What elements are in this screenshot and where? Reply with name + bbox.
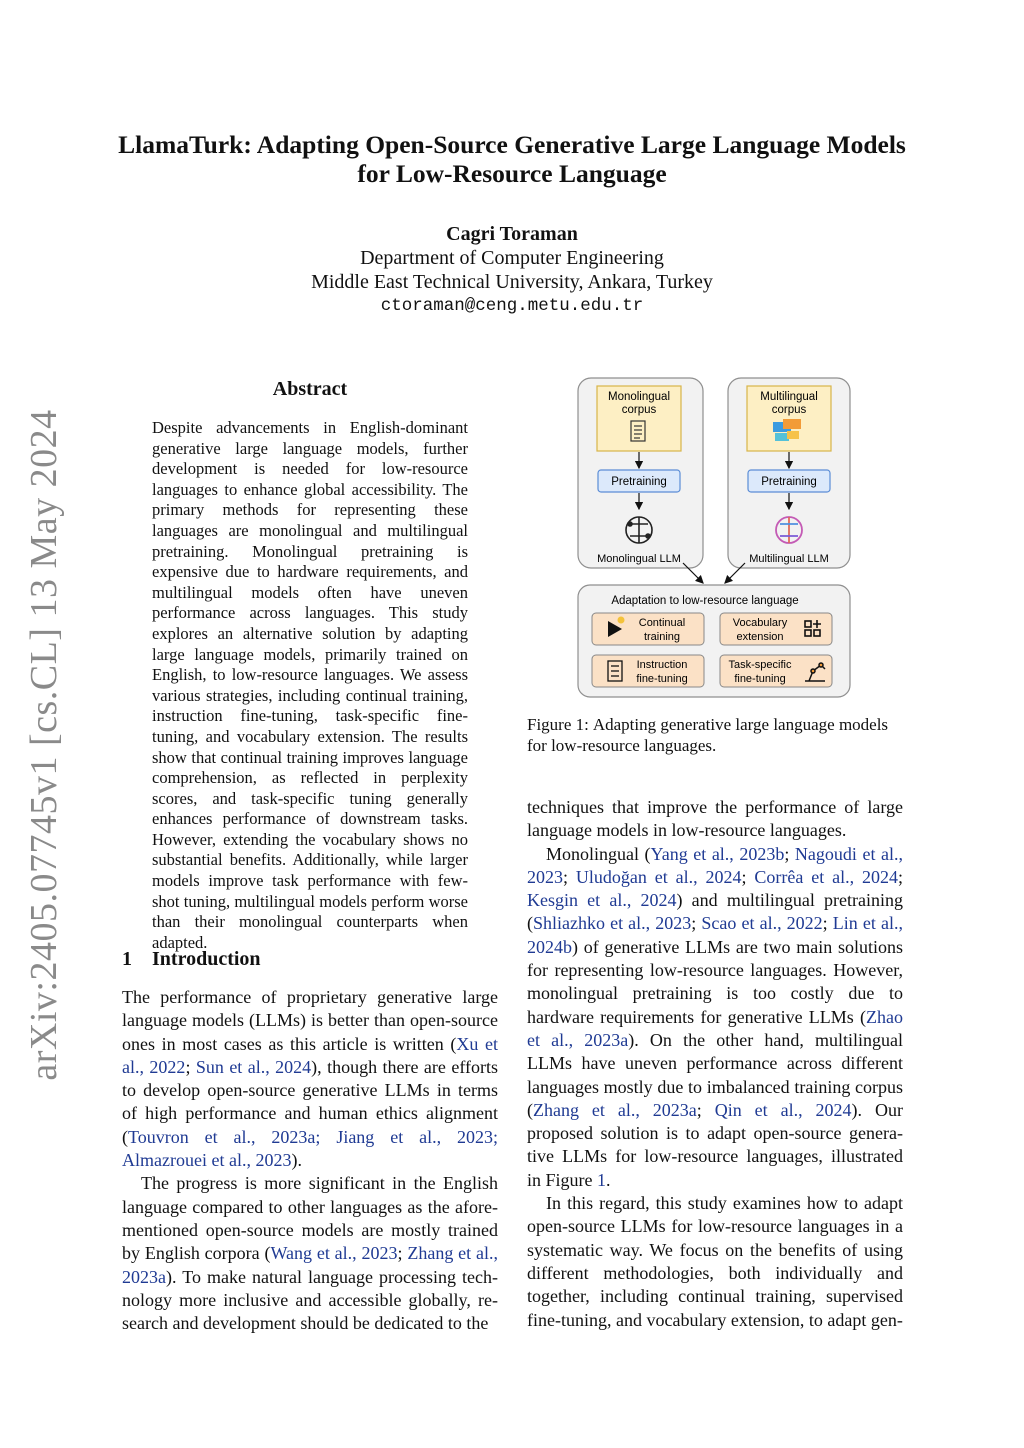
monolingual-llm-label: Monolingual LLM bbox=[597, 553, 681, 565]
paragraph-text: ) and multilingual pretraining ( bbox=[527, 890, 903, 934]
citation-link[interactable]: Uludoğan et al., 2024 bbox=[575, 866, 742, 887]
citation-separator: ; bbox=[315, 1126, 337, 1147]
paragraph-text: The progress is more significant in the English language compared to other languages as the aforementioned open-source models are mostly trained by English corpora ( bbox=[122, 1173, 498, 1264]
paragraph-text: ). On the other hand, multilingual LLMs have uneven performance across different languages mostly due to imbalanced training corpus ( bbox=[527, 1029, 903, 1120]
author-email: ctoraman@ceng.metu.edu.tr bbox=[380, 296, 644, 316]
arxiv-identifier: arXiv:2405.07745v1 [cs.CL] 13 May 2024 bbox=[23, 409, 65, 1081]
citation-link[interactable]: Zhao et al., 2023a bbox=[527, 1006, 903, 1050]
instruction-label-line1: Instruction bbox=[636, 659, 688, 671]
author-name: Cagri Toraman bbox=[446, 223, 578, 245]
citation-link[interactable]: Yang et al., 2023b bbox=[650, 843, 785, 864]
continual-label-line2: training bbox=[643, 631, 681, 643]
section-heading-introduction bbox=[122, 948, 261, 971]
task-label-line2: fine-tuning bbox=[734, 673, 786, 685]
paragraph-text: ; bbox=[397, 1243, 408, 1264]
figure-label: Figure 1: bbox=[527, 715, 589, 734]
citation-link[interactable]: Scao et al., 2022 bbox=[701, 913, 823, 934]
paragraph-text: ) of generative LLMs are two main solutions for representing low-resource languages. However, monolingual pretraining is too costly due to hardware requirements for generative LLMs ( bbox=[527, 936, 903, 1027]
paragraph-text: ). bbox=[291, 1150, 302, 1171]
paper-title bbox=[0, 130, 1024, 188]
pretraining-label: Pretraining bbox=[611, 476, 667, 488]
instruction-label-line2: fine-tuning bbox=[636, 673, 688, 685]
citation-link[interactable]: Almazrouei et al., 2023 bbox=[122, 1150, 292, 1171]
title-line-1: LlamaTurk: Adapting Open-Source Generative Large Language Models bbox=[118, 130, 906, 159]
abstract-heading: Abstract bbox=[272, 378, 348, 400]
citation-link[interactable]: Touvron et al., 2023a bbox=[128, 1126, 316, 1147]
adaptation-title: Adaptation to low-resource language bbox=[611, 595, 799, 607]
figure-1-diagram bbox=[575, 375, 855, 701]
author-university: Middle East Technical University, Ankara, Turkey bbox=[311, 271, 713, 293]
citation-link[interactable]: Zhang et al., 2023a bbox=[533, 1099, 697, 1120]
author-department: Department of Computer Engineering bbox=[360, 247, 664, 269]
citation-link[interactable]: Zhang et al., 2023a bbox=[122, 1243, 498, 1287]
multilingual-corpus-label-line1: Multilingual bbox=[760, 391, 818, 403]
citation-link[interactable]: Sun et al., 2024 bbox=[195, 1056, 312, 1077]
paragraph-text: . bbox=[606, 1169, 611, 1190]
intro-paragraph-5: In this regard, this study examines how to adapt open-source LLMs for low-resource languages in a systematic way. We focus on the benefits of using different methodologies, both individually and together, including continual training, supervised fine-tuning, and vocabulary extension, to adapt gen- bbox=[527, 1193, 903, 1330]
paragraph-text: ; bbox=[897, 866, 903, 887]
intro-paragraph-2 bbox=[122, 1172, 498, 1335]
paragraph-text: ; bbox=[822, 913, 833, 934]
citation-link[interactable]: Lin et al., 2024b bbox=[527, 913, 903, 957]
left-column-body bbox=[122, 986, 498, 1335]
paragraph-text: ; bbox=[696, 1099, 715, 1120]
intro-paragraph-4 bbox=[527, 843, 903, 1192]
title-line-2: for Low-Resource Language bbox=[357, 159, 667, 188]
figure-caption-text: Adapting generative large language models for low-resource languages. bbox=[527, 715, 889, 755]
paragraph-text: ), though there are efforts to develop open-source generative LLMs in terms of high performance and human ethics alignment ( bbox=[122, 1056, 498, 1147]
citation-link[interactable]: Xu et al., 2022 bbox=[122, 1033, 498, 1077]
monolingual-corpus-label-line1: Monolingual bbox=[607, 391, 671, 403]
figure-1-caption bbox=[527, 714, 903, 756]
citation-link[interactable]: Jiang et al., 2023 bbox=[336, 1126, 493, 1147]
pretraining-label: Pretraining bbox=[761, 476, 817, 488]
continual-label-line1: Continual bbox=[638, 617, 686, 629]
paragraph-text: ; bbox=[563, 866, 576, 887]
paragraph-text: ; bbox=[691, 913, 702, 934]
citation-link[interactable]: Qin et al., 2024 bbox=[714, 1099, 852, 1120]
task-label-line1: Task-specific bbox=[728, 659, 792, 671]
citation-link[interactable]: Corrêa et al., 2024 bbox=[754, 866, 898, 887]
intro-paragraph-1 bbox=[122, 986, 498, 1172]
monolingual-corpus-label-line2: corpus bbox=[621, 404, 657, 416]
spark-icon bbox=[618, 617, 625, 624]
paragraph-text: ; bbox=[784, 843, 795, 864]
multilingual-llm-label: Multilingual LLM bbox=[749, 553, 829, 565]
multilingual-corpus-label-line2: corpus bbox=[771, 404, 807, 416]
author-block bbox=[0, 222, 1024, 318]
citation-link[interactable]: Wang et al., 2023 bbox=[270, 1243, 398, 1264]
section-title: Introduction bbox=[152, 948, 261, 970]
paragraph-text: ). To make natural language processing technology more inclusive and accessible globally, research and development should be dedicated to the bbox=[122, 1266, 498, 1334]
paragraph-text: ; bbox=[741, 866, 755, 887]
abstract-text: Despite advancements in English-dominant generative large language models, further development is needed for low-resource languages to enhance global accessibility. The primary methods for representing these languages are monolingual and multilingual pretraining. Monolingual pretraining is expensive due to hardware requirements, and multilingual models often have uneven performance across languages. This study explores an alternative solution by adapting large language models, primarily trained on English, to low-resource languages. We assess various strategies, including continual training, instruction fine-tuning, task-specific fine-tuning, and vocabulary extension. The results show that continual training improves language comprehension, as reflected in perplexity scores, and task-specific tuning generally enhances performance of downstream tasks. However, extending the vocabulary shows no substantial benefits. Additionally, while larger models improve task performance with few-shot tuning, multilingual models perform worse than their monolingual counterparts when adapted. bbox=[152, 418, 468, 952]
citation-link[interactable]: Shliazhko et al., 2023 bbox=[533, 913, 692, 934]
right-column-body bbox=[527, 796, 903, 1332]
section-number: 1 bbox=[122, 948, 132, 970]
citation-link[interactable]: Nagoudi et al., 2023 bbox=[527, 843, 903, 887]
paragraph-text: Monolingual ( bbox=[546, 843, 651, 864]
figure-reference-link[interactable]: 1 bbox=[597, 1169, 606, 1190]
paragraph-text: ). Our proposed solution is to adapt open-source generative LLMs for low-resource languages, illustrated in Figure bbox=[527, 1099, 903, 1190]
intro-paragraph-3: techniques that improve the performance of large language models in low-resource languages. bbox=[527, 797, 903, 841]
vocab-label-line1: Vocabulary bbox=[732, 617, 788, 629]
paragraph-text: The performance of proprietary generative large language models (LLMs) is better than open-source ones in most cases as this article is written ( bbox=[122, 987, 498, 1054]
citation-separator: ; bbox=[492, 1126, 498, 1147]
citation-link[interactable]: Kesgin et al., 2024 bbox=[527, 890, 677, 911]
vocab-label-line2: extension bbox=[736, 631, 784, 643]
paragraph-text: ; bbox=[185, 1056, 196, 1077]
